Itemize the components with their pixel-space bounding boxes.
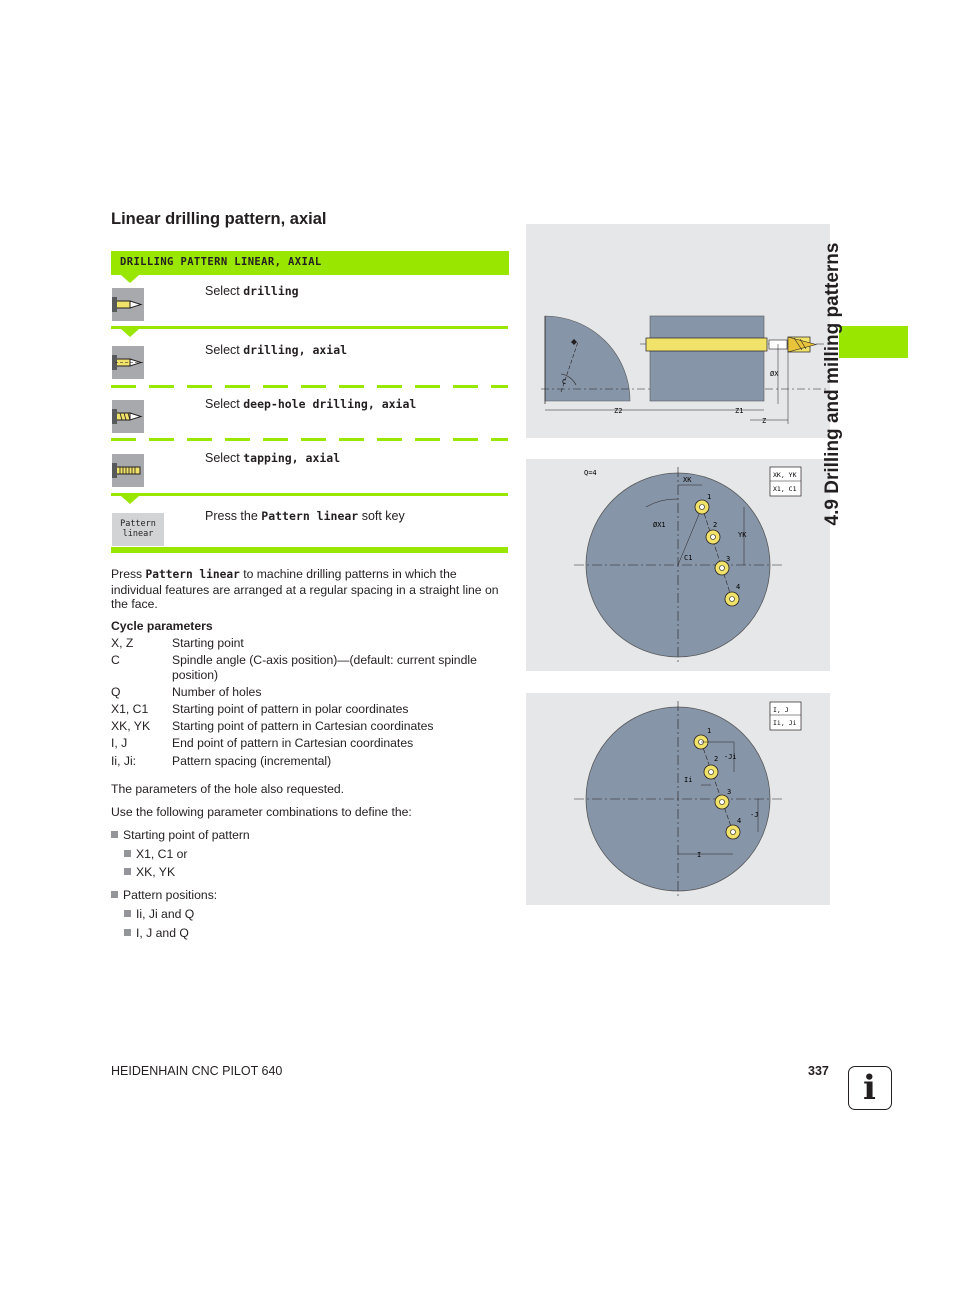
fig2-label-q: Q=4 (584, 469, 597, 477)
step-1-text: Select drilling (205, 284, 299, 298)
bullet-subitem: Ii, Ji and Q (124, 907, 194, 921)
fig1-label-c: C (562, 378, 567, 386)
fig2-hole-2: 2 (713, 521, 718, 529)
step-3-text: Select deep-hole drilling, axial (205, 397, 417, 411)
divider-dashed (111, 438, 508, 441)
fig2-hole-1: 1 (707, 493, 712, 501)
info-icon-glyph: i (863, 1068, 876, 1108)
figure-face-start-point (526, 459, 830, 671)
fig2-label-xk: XK (683, 476, 692, 484)
fig3-label-ii: Ii (684, 776, 693, 784)
step-5-text: Press the Pattern linear soft key (205, 509, 405, 523)
fig3-hole-2: 2 (714, 755, 719, 763)
bullet-subitem: XK, YK (124, 865, 175, 879)
step-2-text: Select drilling, axial (205, 343, 348, 357)
fig3-label-ji: -Ji (724, 753, 737, 761)
fig3-legend-1: I, J (773, 706, 789, 714)
fig3-hole-4: 4 (737, 817, 742, 825)
bullet-subitem: X1, C1 or (124, 847, 187, 861)
bullet-item: Starting point of pattern (111, 828, 250, 842)
note-hole-params: The parameters of the hole also requested. (111, 782, 345, 796)
fig3-hole-3: 3 (727, 788, 732, 796)
figure-side-view (526, 224, 830, 438)
divider-dashed (111, 385, 508, 388)
fig2-label-c1: C1 (684, 554, 693, 562)
step-4-text: Select tapping, axial (205, 451, 341, 465)
fig3-label-i: I (697, 851, 702, 859)
page-number: 337 (808, 1064, 829, 1078)
divider (111, 493, 508, 496)
deep-hole-drill-icon[interactable] (112, 400, 144, 433)
note-combinations: Use the following parameter combinations to define the: (111, 805, 412, 819)
fig1-label-z: Z (762, 417, 767, 425)
figure-face-pattern-spacing (526, 693, 830, 905)
fig2-label-yk: YK (738, 531, 747, 539)
fig1-label-z2: Z2 (614, 407, 623, 415)
fig2-legend-2: X1, C1 (773, 485, 797, 493)
fig3-legend-2: Ii, Ji (773, 719, 797, 727)
header-bar-label: DRILLING PATTERN LINEAR, AXIAL (120, 256, 322, 268)
fig1-label-z1: Z1 (735, 407, 744, 415)
bullet-item: Pattern positions: (111, 888, 217, 902)
tapping-icon[interactable] (112, 454, 144, 487)
footer-product: HEIDENHAIN CNC PILOT 640 (111, 1064, 283, 1078)
divider (111, 326, 508, 329)
arrow-marker (121, 329, 139, 337)
fig1-label-dx: ØX (770, 370, 779, 378)
fig2-label-x1: ØX1 (653, 521, 666, 529)
section-title: Linear drilling pattern, axial (111, 210, 327, 228)
bullet-subitem: I, J and Q (124, 926, 189, 940)
fig2-legend-1: XK, YK (773, 471, 797, 479)
fig3-hole-1: 1 (707, 727, 712, 735)
arrow-marker (121, 496, 139, 504)
axial-drill-icon[interactable] (112, 346, 144, 379)
fig2-hole-4: 4 (736, 583, 741, 591)
intro-paragraph: Press Pattern linear to machine drilling patterns in which the individual features are arranged at a regular spacing in a straight line on the face. (111, 567, 499, 612)
fig2-hole-3: 3 (726, 555, 731, 563)
arrow-marker (121, 275, 139, 283)
header-bar (111, 251, 509, 275)
fig3-label-j: -J (750, 811, 759, 819)
pattern-linear-softkey[interactable]: Pattern linear (112, 513, 164, 546)
chapter-title-vertical: 4.9 Drilling and milling patterns (822, 242, 843, 526)
drill-icon[interactable] (112, 288, 144, 321)
divider-thick (111, 547, 508, 553)
chapter-tab-marker (839, 326, 908, 358)
info-icon (848, 1066, 892, 1110)
cycle-params-heading: Cycle parameters (111, 619, 213, 633)
